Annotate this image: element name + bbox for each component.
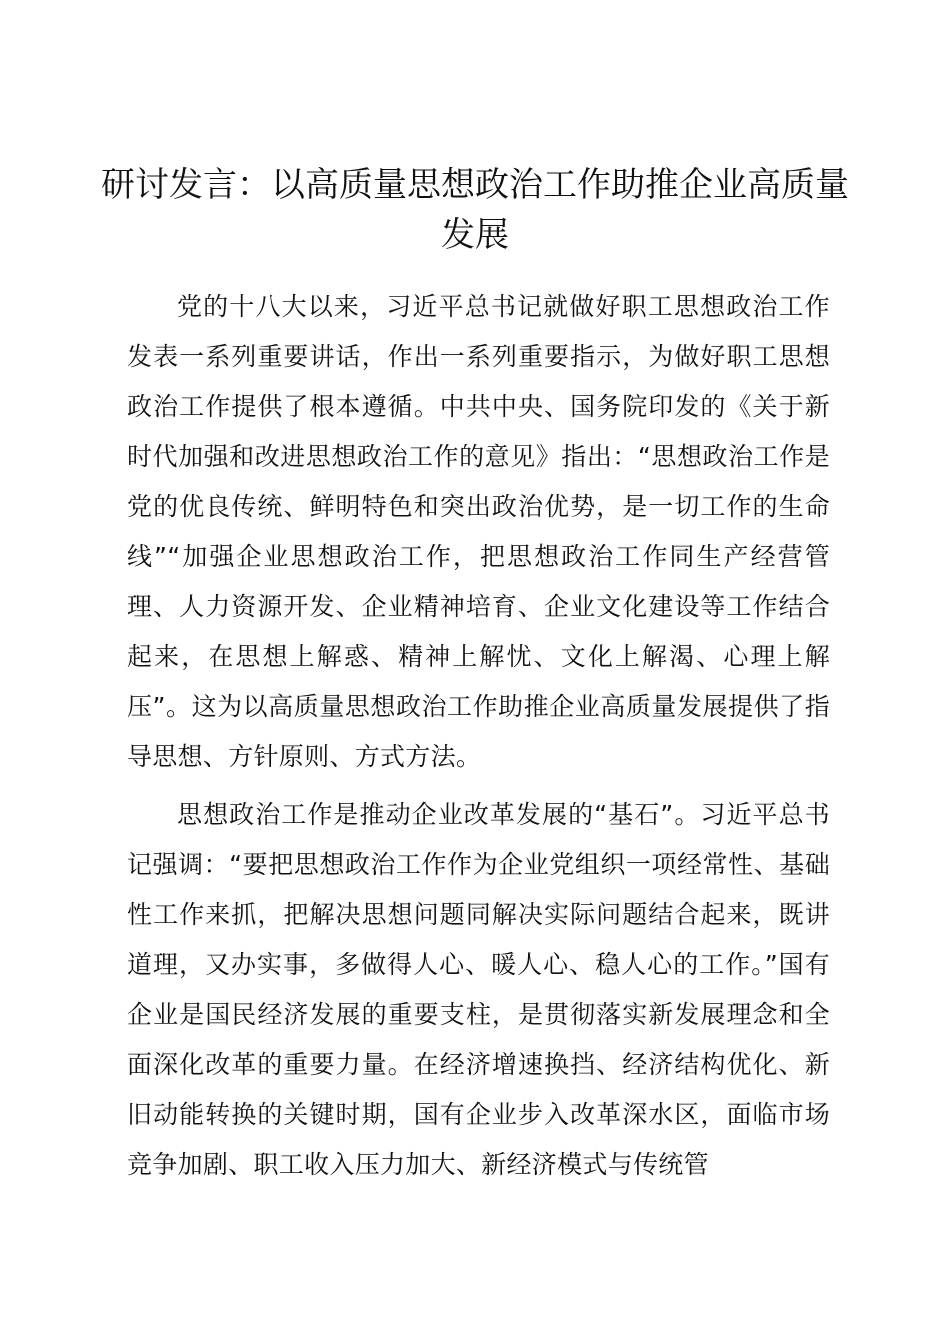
- document-title: 研讨发言：以高质量思想政治工作助推企业高质量发展: [101, 165, 849, 255]
- document-body: [127, 282, 830, 1198]
- paragraph-2: 思想政治工作是推动企业改革发展的“基石”。习近平总书记强调：“要把思想政治工作作为企业党组织一项经常性、基础性工作来抓，把解决思想问题同解决实际问题结合起来，既讲道理，又办实事，多做得人心、暖人心、稳人心的工作。”国有企业是国民经济发展的重要支柱，是贯彻落实新发展理念和全面深化改革的重要力量。在经济增速换挡、经济结构优化、新旧动能转换的关键时期，国有企业步入改革深水区，面临市场竞争加剧、职工收入压力加大、新经济模式与传统管: [127, 800, 830, 1179]
- paragraph-1: 党的十八大以来，习近平总书记就做好职工思想政治工作发表一系列重要讲话，作出一系列重要指示，为做好职工思想政治工作提供了根本遵循。中共中央、国务院印发的《关于新时代加强和改进思想政治工作的意见》指出：“思想政治工作是党的优良传统、鲜明特色和突出政治优势，是一切工作的生命线”“加强企业思想政治工作，把思想政治工作同生产经营管理、人力资源开发、企业精神培育、企业文化建设等工作结合起来，在思想上解惑、精神上解忧、文化上解渴、心理上解压”。这为以高质量思想政治工作助推企业高质量发展提供了指导思想、方针原则、方式方法。: [127, 292, 830, 771]
